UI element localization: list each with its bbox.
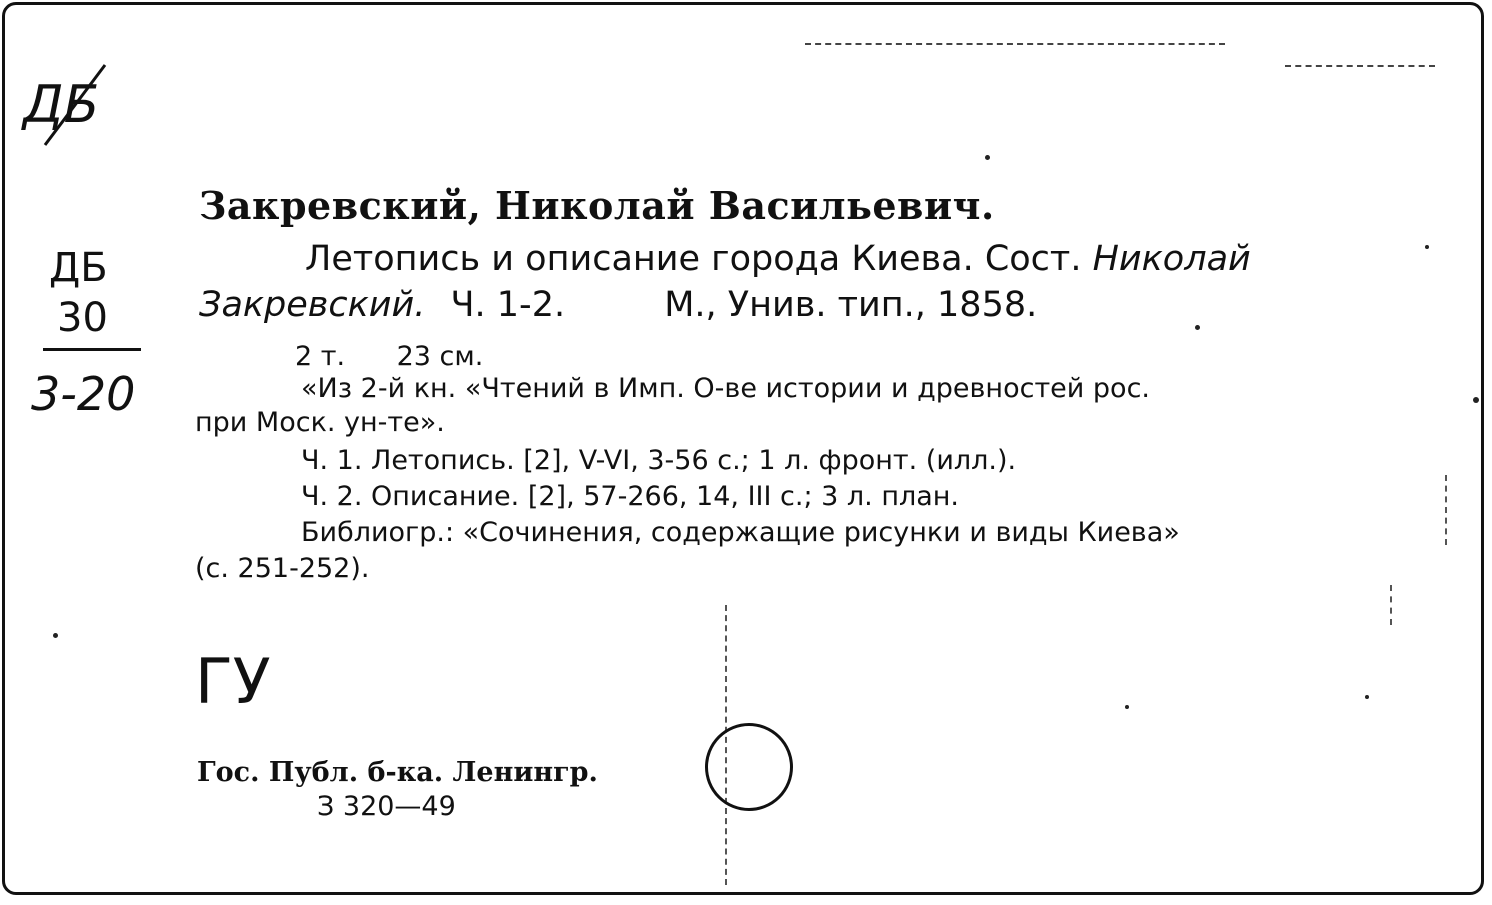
noise-vline-right (1445, 475, 1447, 545)
catalog-card (2, 2, 1484, 895)
noise-vline-right-2 (1390, 585, 1392, 625)
noise-speck (1365, 695, 1369, 699)
bibliography-note-2: (с. 251-252). (195, 553, 370, 584)
punch-hole (705, 723, 793, 811)
title-line-2 (199, 285, 1037, 325)
series-note-1: «Из 2-й кн. «Чтений в Имп. О-ве истории и древностей рос. (301, 373, 1150, 404)
noise-speck (1473, 397, 1479, 403)
noise-speck (1195, 325, 1200, 330)
bibliography-note-1: Библиогр.: «Сочинения, содержащие рисунки и виды Киева» (301, 517, 1180, 548)
handwritten-shelf-3: 3-20 (31, 367, 136, 421)
part-1-note: Ч. 1. Летопись. [2], V-VI, 3-56 с.; 1 л. фронт. (илл.). (301, 445, 1017, 476)
parts: Ч. 1-2. (450, 285, 566, 325)
noise-dash-top (805, 43, 1225, 45)
library-name: Гос. Публ. б-ка. Ленингр. (197, 757, 598, 788)
shelf-divider (43, 348, 141, 351)
noise-speck (985, 155, 990, 160)
collation: 2 т. 23 см. (295, 341, 484, 372)
part-2-note: Ч. 2. Описание. [2], 57-266, 14, III с.; 3 л. план. (301, 481, 960, 512)
series-note-2: при Моск. ун-те». (195, 407, 445, 438)
handwritten-bottom-mark: ГУ (195, 645, 271, 718)
handwritten-shelf-1: ДБ (49, 245, 108, 291)
author-heading: Закревский, Николай Васильевич. (199, 183, 995, 228)
compiler-name: Николай (1092, 239, 1251, 279)
accession-number: З 320—49 (317, 791, 456, 822)
noise-speck (1425, 245, 1429, 249)
title-line-1 (305, 239, 1251, 279)
imprint: М., Унив. тип., 1858. (664, 285, 1038, 325)
title-text: Летопись и описание города Киева. Сост. (305, 239, 1082, 279)
noise-dash-top-right (1285, 65, 1435, 67)
handwritten-shelf-2: 30 (57, 295, 108, 341)
noise-speck (53, 633, 58, 638)
handwritten-top-mark: ДБ (23, 75, 100, 135)
compiler-surname: Закревский. (199, 285, 426, 325)
noise-speck (1125, 705, 1129, 709)
strike-mark-icon (35, 60, 115, 150)
